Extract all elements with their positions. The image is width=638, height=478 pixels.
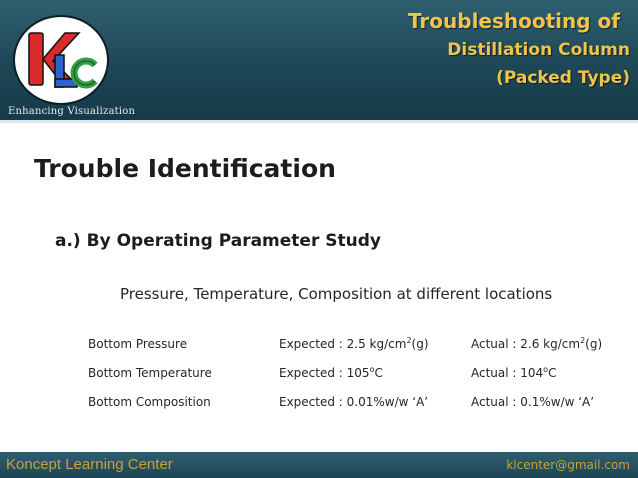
page-title (408, 6, 630, 92)
tagline: Enhancing Visualization (8, 106, 136, 117)
expected-value: Expected : 0.01%w/w ‘A’ (279, 395, 429, 409)
parameter-name: Bottom Temperature (88, 366, 212, 380)
expected-value: Expected : 2.5 $kg/cm^2(g)$ (279, 336, 429, 351)
title-line-2: Distillation Column (447, 40, 630, 60)
parameter-row (88, 337, 638, 366)
actual-value: Actual : 2.6 $kg/cm^2(g)$ (471, 336, 603, 351)
title-line-3: (Packed Type) (496, 68, 630, 88)
footer-organization: Koncept Learning Center (6, 456, 173, 473)
parameter-name: Bottom Composition (88, 395, 211, 409)
actual-value: Actual : 104$^o$C (471, 365, 557, 380)
klc-logo-icon (15, 17, 107, 103)
parameter-row (88, 395, 638, 424)
section-heading: Trouble Identification (34, 154, 336, 183)
expected-value: Expected : 105$^o$C (279, 365, 383, 380)
parameter-name: Bottom Pressure (88, 337, 188, 351)
parameter-row (88, 366, 638, 395)
actual-value: Actual : 0.1%w/w ‘A’ (471, 395, 595, 409)
description-text: Pressure, Temperature, Composition at different locations (120, 285, 553, 303)
header-banner (0, 0, 638, 120)
footer-bar (0, 452, 638, 478)
title-line-1: Troubleshooting of (407, 9, 620, 33)
subsection-heading: a.) By Operating Parameter Study (55, 231, 381, 251)
klc-logo (13, 15, 109, 105)
footer-email: klcenter@gmail.com (506, 458, 630, 472)
header-divider (0, 120, 638, 123)
parameter-table (88, 337, 638, 424)
